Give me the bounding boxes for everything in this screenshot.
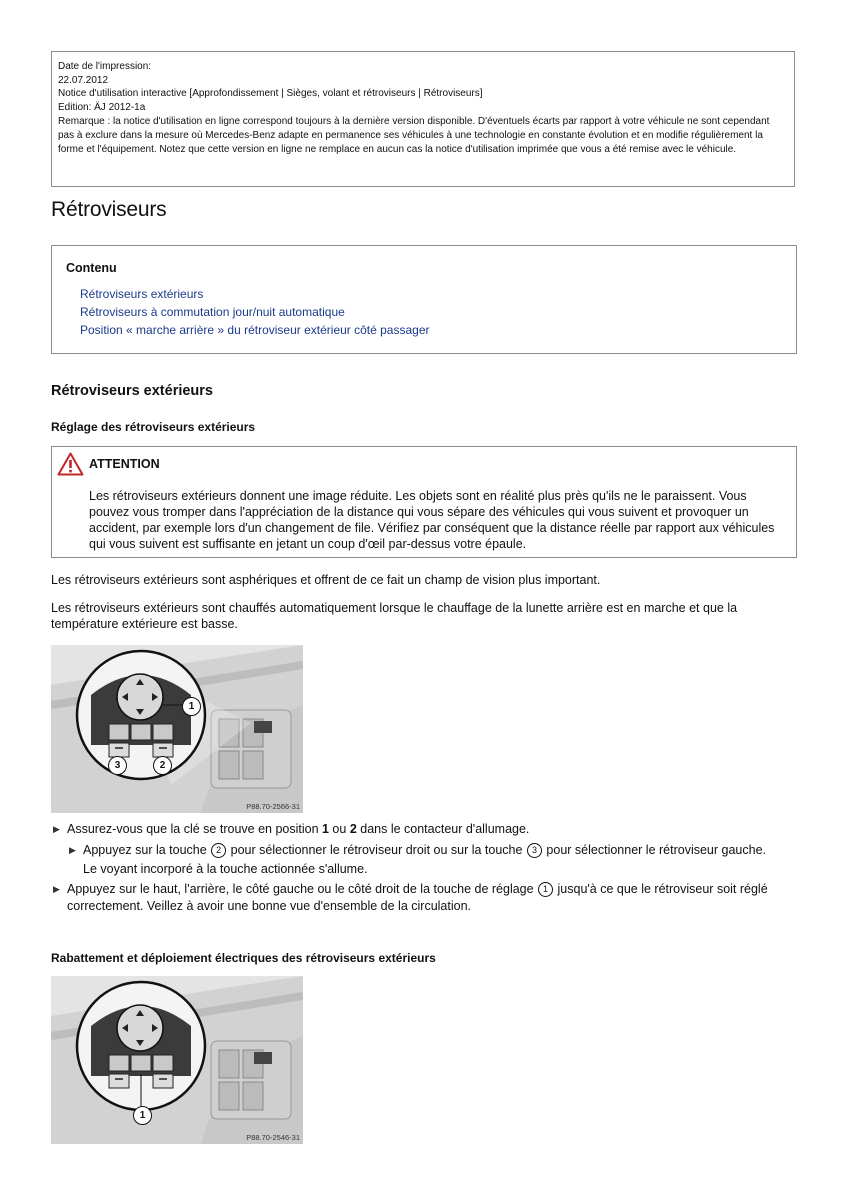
figure-mirror-folding (51, 976, 303, 1144)
toc-link-auto-dimming-mirrors[interactable]: Rétroviseurs à commutation jour/nuit automatique (80, 305, 345, 319)
print-date: 22.07.2012 (58, 74, 109, 86)
toc-title: Contenu (66, 261, 117, 275)
figure-code: P88.70-2546-31 (246, 1133, 300, 1142)
step-arrow-icon: ▶ (53, 884, 60, 894)
warning-triangle-icon (57, 452, 84, 476)
step-text: ou (328, 822, 350, 836)
callout-3: 3 (108, 756, 127, 775)
callout-ref-1: 1 (538, 882, 553, 897)
page-title: Rétroviseurs (51, 198, 167, 221)
paragraph-heated: Les rétroviseurs extérieurs sont chauffés automatiquement lorsque le chauffage de la lunette arrière est en marche et que la température extérieure est basse. (51, 601, 738, 631)
warning-text: Les rétroviseurs extérieurs donnent une image réduite. Les objets sont en réalité plus près qu'ils ne le paraissent. Vous pouvez vous tromper dans l'appréciation de la distance qui vous sépare des véhicules qui vous suivent et provoquer un accident, par exemple lors d'un changement de file. Vérifiez par conséquent que la distance réelle par rapport aux véhicules qui vous suivent est suffisante en jetant un coup d'œil par-dessus votre épaule. (89, 489, 775, 551)
callout-2: 2 (153, 756, 172, 775)
toc-link-exterior-mirrors[interactable]: Rétroviseurs extérieurs (80, 287, 204, 301)
breadcrumb: Notice d'utilisation interactive [Approfondissement | Sièges, volant et rétroviseurs | Rétroviseurs] (58, 88, 483, 100)
step-key-position (67, 821, 529, 837)
warning-title: ATTENTION (89, 457, 160, 471)
substep-indicator-note: Le voyant incorporé à la touche actionnée s'allume. (83, 862, 368, 876)
callout-ref-3: 3 (527, 843, 542, 858)
callout-1: 1 (182, 697, 201, 716)
substep-select-mirror (83, 842, 793, 858)
toc-link-reverse-position[interactable]: Position « marche arrière » du rétroviseur extérieur côté passager (80, 323, 430, 337)
paragraph-aspherical: Les rétroviseurs extérieurs sont asphériques et offrent de ce fait un champ de vision plus important. (51, 573, 601, 587)
step-bold-value: 2 (349, 822, 357, 836)
figure-code: P88.70-2566-31 (246, 802, 300, 811)
print-info-box (51, 51, 795, 187)
mirror-controls-illustration (51, 645, 303, 813)
edition: Edition: ÄJ 2012-1a (58, 101, 146, 113)
step-text: dans le contacteur d'allumage. (356, 822, 530, 836)
subsection-title-adjust: Réglage des rétroviseurs extérieurs (51, 420, 256, 434)
print-date-label: Date de l'impression: (58, 61, 152, 72)
substep-arrow-icon: ▶ (69, 845, 76, 855)
toc-box (51, 245, 797, 354)
subsection-title-folding: Rabattement et déploiement électriques des rétroviseurs extérieurs (51, 951, 436, 965)
step-text: Appuyez sur la touche (83, 843, 211, 857)
remark: Remarque : la notice d'utilisation en ligne correspond toujours à la dernière version disponible. D'éventuels écarts par rapport à votre véhicule ne sont cependant pas à exclure dans la mesure où Mercedes-Benz adapte en permanence ses véhicules à une technologie en constante évolution et en modifie régulièrement la forme et l'équipement. Notez que cette version en ligne ne remplace en aucun cas la notice d'utilisation imprimée que vous a été remise avec le véhicule. (58, 116, 770, 155)
callout-1: 1 (133, 1106, 152, 1125)
step-adjust-mirror-line2: correctement. Veillez à avoir une bonne vue d'ensemble de la circulation. (67, 899, 472, 913)
step-text: pour sélectionner le rétroviseur droit ou sur la touche (227, 843, 526, 857)
step-text: Assurez-vous que la clé se trouve en position (67, 822, 322, 836)
step-text: jusqu'à ce que le rétroviseur soit réglé (554, 882, 768, 896)
callout-ref-2: 2 (211, 843, 226, 858)
step-text: Appuyez sur le haut, l'arrière, le côté gauche ou le côté droit de la touche de réglage (67, 882, 538, 896)
figure-mirror-controls (51, 645, 303, 813)
step-bold-value: 1 (322, 822, 329, 836)
step-adjust-mirror (67, 881, 795, 897)
mirror-folding-illustration (51, 976, 303, 1144)
step-text: pour sélectionner le rétroviseur gauche. (542, 843, 766, 857)
step-arrow-icon: ▶ (53, 824, 60, 834)
warning-box (51, 446, 797, 558)
section-title-exterior-mirrors: Rétroviseurs extérieurs (51, 383, 213, 399)
